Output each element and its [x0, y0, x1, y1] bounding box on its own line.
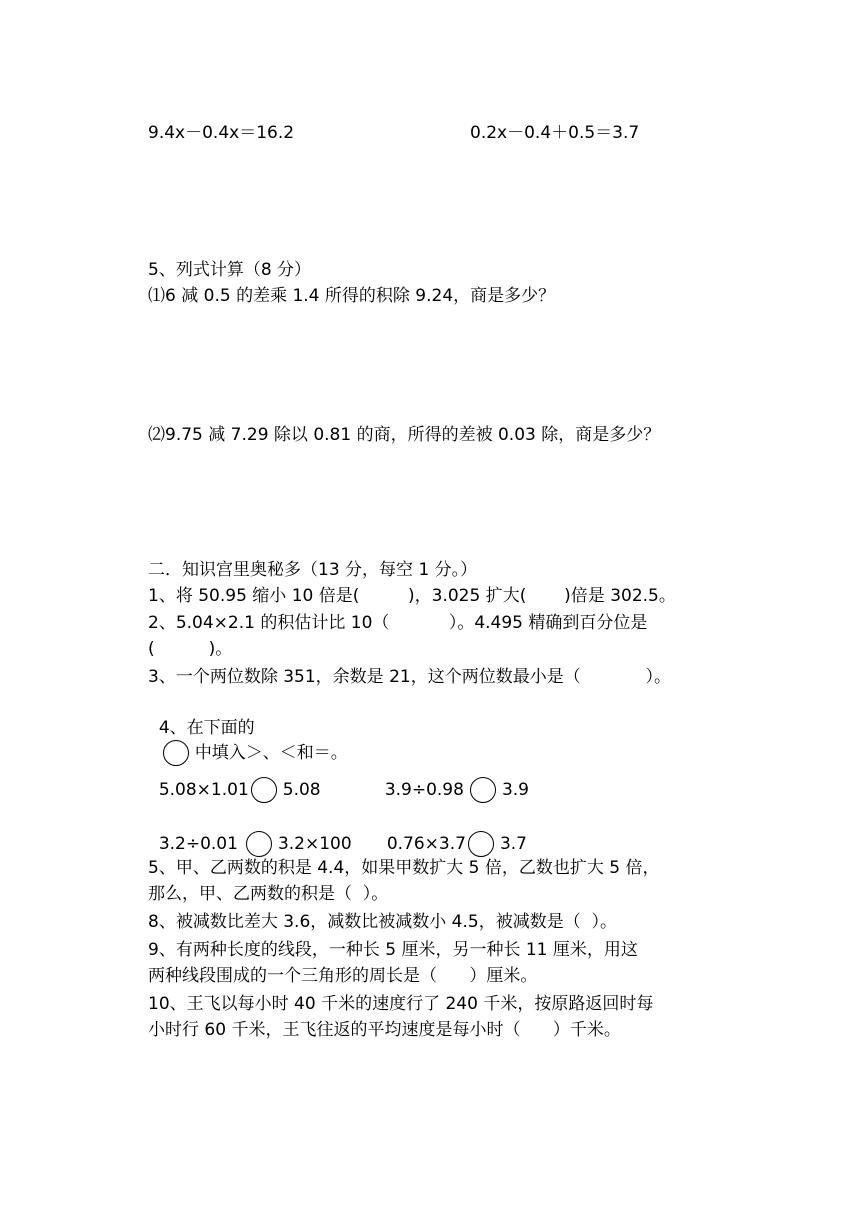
compare-left-expr: 5.08×1.01: [158, 780, 249, 800]
answer-circle[interactable]: [246, 831, 272, 857]
section5-title: 5、列式计算（8 分）: [148, 260, 312, 280]
part2-question-1: 1、将 50.95 缩小 10 倍是( )，3.025 扩大( )倍是 302.5。: [148, 586, 676, 606]
part2-question-2-line2: ( )。: [148, 639, 233, 659]
compare-right-expr: 3.9: [501, 780, 529, 800]
question-4-suffix: 中填入＞、＜和＝。: [194, 743, 348, 763]
part2-question-5-line1: 5、甲、乙两数的积是 4.4，如果甲数扩大 5 倍，乙数也扩大 5 倍，: [148, 858, 660, 878]
compare-row-1a: [148, 745, 321, 805]
compare-row-1b: [374, 745, 529, 805]
part2-question-10-line1: 10、王飞以每小时 40 千米的速度行了 240 千米，按原路返回时每: [148, 994, 654, 1014]
equation-right: 0.2x－0.4＋0.5＝3.7: [470, 123, 640, 143]
part2-question-9-line1: 9、有两种长度的线段，一种长 5 厘米，另一种长 11 厘米，用这: [148, 940, 638, 960]
section5-question-2: ⑵9.75 减 7.29 除以 0.81 的商，所得的差被 0.03 除，商是多少？: [148, 425, 661, 445]
compare-right-expr: 5.08: [282, 780, 321, 800]
compare-left-expr: 0.76×3.7: [386, 834, 466, 854]
compare-right-expr: 3.2×100: [277, 834, 352, 854]
part2-question-8: 8、被减数比差大 3.6，减数比被减数小 4.5，被减数是（ ）。: [148, 912, 618, 932]
part2-question-2-line1: 2、5.04×2.1 的积估计比 10（ ）。4.495 精确到百分位是: [148, 613, 648, 633]
part2-title: 二．知识宫里奥秘多（13 分，每空 1 分。）: [148, 560, 478, 580]
part2-question-5-line2: 那么，甲、乙两数的积是（ ）。: [148, 884, 389, 904]
compare-left-expr: 3.2÷0.01: [158, 834, 238, 854]
answer-circle[interactable]: [468, 831, 494, 857]
part2-question-10-line2: 小时行 60 千米，王飞往返的平均速度是每小时（ ）千米。: [148, 1020, 621, 1040]
section5-question-1: ⑴6 减 0.5 的差乘 1.4 所得的积除 9.24，商是多少？: [148, 286, 556, 306]
part2-question-9-line2: 两种线段围成的一个三角形的周长是（ ）厘米。: [148, 966, 538, 986]
compare-left-expr: 3.9÷0.98: [384, 780, 464, 800]
question-4-prefix: 4、在下面的: [158, 718, 255, 738]
compare-right-expr: 3.7: [499, 834, 527, 854]
part2-question-3: 3、一个两位数除 351，余数是 21，这个两位数最小是（ ）。: [148, 667, 672, 687]
compare-row-2b: [376, 799, 527, 859]
compare-row-2a: [148, 799, 352, 859]
equation-left: 9.4x－0.4x＝16.2: [148, 123, 295, 143]
